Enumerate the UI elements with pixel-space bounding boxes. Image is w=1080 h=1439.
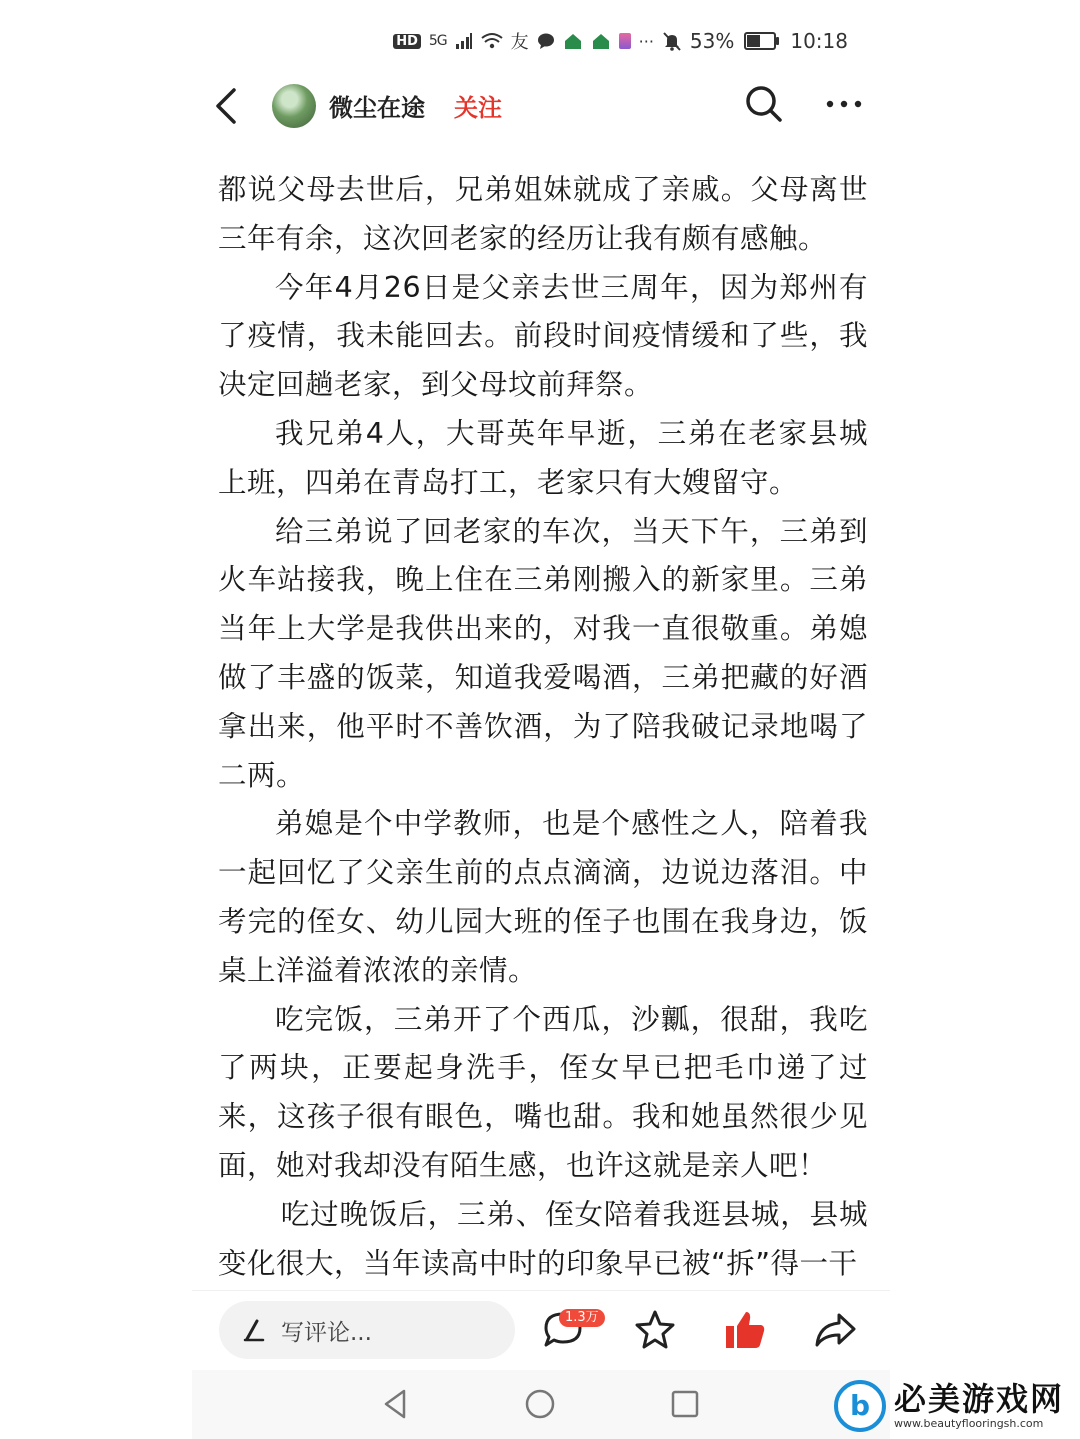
comment-count-badge: 1.3万 [559, 1309, 605, 1327]
search-icon[interactable] [742, 82, 786, 126]
nav-home-icon[interactable] [522, 1386, 558, 1422]
mute-bell-icon [662, 31, 682, 51]
bottom-action-bar [192, 1290, 890, 1371]
share-arrow-icon[interactable] [812, 1307, 858, 1353]
article-paragraph: 吃完饭，三弟开了个西瓜，沙瓤，很甜，我吃了两块，正要起身洗手，侄女早已把毛巾递了过来，这孩子很有眼色，嘴也甜。我和她虽然很少见面，她对我却没有陌生感，也许这就是亲人吧！ [218, 1002, 868, 1182]
author-name[interactable]: 微尘在途 [329, 94, 425, 122]
watermark-text [894, 1381, 1064, 1431]
article-paragraph: 今年4月26日是父亲去世三周年，因为郑州有了疫情，我未能回去。前段时间疫情缓和了些，我决定回趟老家，到父母坟前拜祭。 [218, 270, 868, 402]
system-nav-bar [192, 1370, 890, 1439]
signal-label: 5G [428, 33, 447, 49]
chat-bubble-icon [537, 32, 555, 50]
article-paragraph: 都说父母去世后，兄弟姐妹就成了亲戚。父母离世三年有余，这次回老家的经历让我有颇有感触。 [218, 173, 868, 255]
nav-back-icon[interactable] [378, 1386, 414, 1422]
home-app-icon [563, 32, 583, 50]
status-bar [393, 22, 848, 60]
article-header [192, 76, 890, 136]
article-paragraph: 我兄弟4人，大哥英年早逝，三弟在老家县城上班，四弟在青岛打工，老家只有大嫂留守。 [218, 416, 868, 499]
app-icon-pink [619, 33, 631, 49]
author-avatar[interactable] [272, 84, 316, 128]
battery-icon [744, 32, 776, 50]
wifi-icon [481, 32, 503, 50]
nav-recents-icon[interactable] [667, 1386, 703, 1422]
watermark-title: 必美游戏网 [894, 1379, 1065, 1418]
article-paragraph: 给三弟说了回老家的车次，当天下午，三弟到火车站接我，晚上住在三弟刚搬入的新家里。三弟当年上大学是我供出来的，对我一直很敬重。弟媳做了丰盛的饭菜，知道我爱喝酒，三弟把藏的好酒拿出来，他平时不善饮酒，为了陪我破记录地喝了二两。 [218, 514, 868, 792]
app-icon-you: 友 [510, 32, 529, 53]
comment-placeholder: 写评论... [281, 1319, 372, 1346]
more-options-icon[interactable] [822, 82, 866, 126]
more-status-icon: ··· [638, 31, 654, 51]
thumbs-up-icon[interactable] [722, 1307, 768, 1353]
home-app-icon-2 [591, 32, 611, 50]
clock: 10:18 [790, 29, 848, 53]
back-arrow-icon[interactable] [206, 84, 246, 128]
star-icon[interactable] [632, 1307, 678, 1353]
comment-input[interactable] [219, 1301, 515, 1359]
watermark-logo: b [834, 1380, 886, 1432]
article-paragraph: 吃过晚饭后，三弟、侄女陪着我逛县城，县城变化很大，当年读高中时的印象早已被“拆”得一干 [218, 1197, 868, 1280]
battery-percent: 53% [689, 29, 735, 53]
article-body [218, 166, 868, 1288]
hd-indicator: HD [393, 34, 421, 49]
watermark-url: www.beautyflooringsh.com [894, 1416, 1044, 1430]
pen-icon [241, 1317, 267, 1343]
signal-icon [455, 32, 473, 50]
follow-button[interactable]: 关注 [454, 94, 502, 122]
site-watermark [834, 1372, 1080, 1439]
phone-screen [192, 0, 890, 1439]
article-paragraph: 弟媳是个中学教师，也是个感性之人，陪着我一起回忆了父亲生前的点点滴滴，边说边落泪。中考完的侄女、幼儿园大班的侄子也围在我身边，饭桌上洋溢着浓浓的亲情。 [218, 807, 868, 987]
